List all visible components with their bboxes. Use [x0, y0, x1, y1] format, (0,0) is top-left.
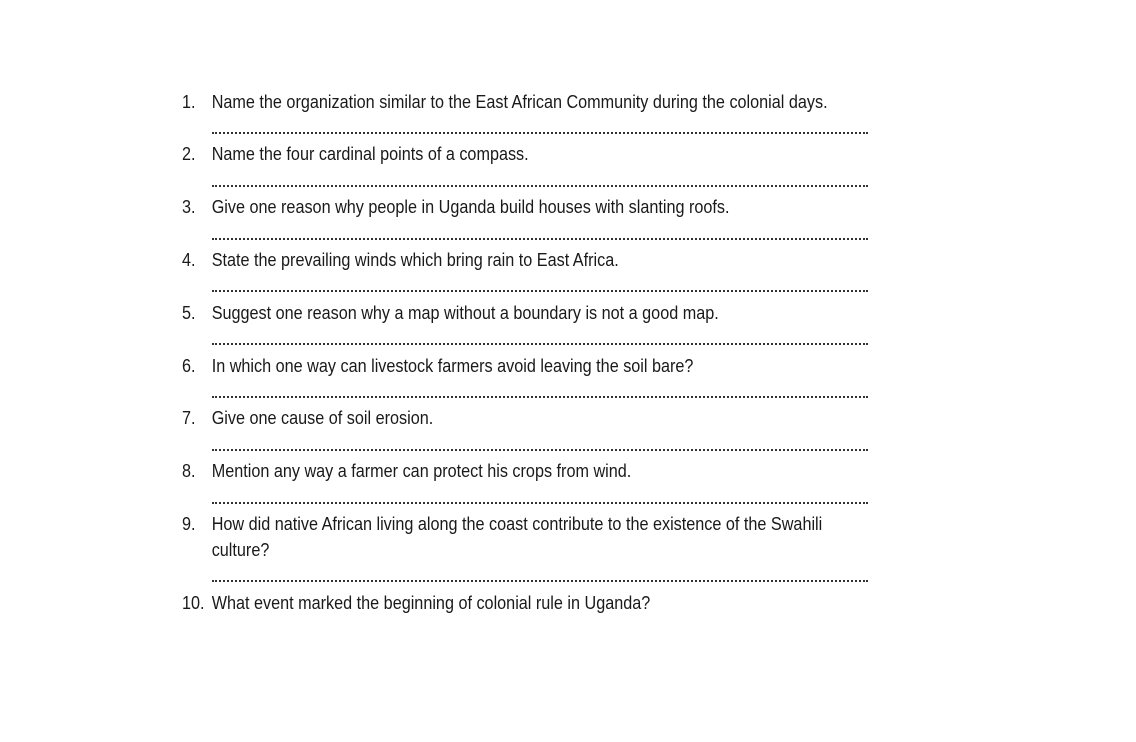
question-item: [182, 405, 872, 431]
answer-line[interactable]: [212, 132, 868, 134]
question-number: 10.: [182, 593, 205, 613]
question-item: [182, 141, 872, 167]
question-item: [182, 590, 872, 616]
answer-line[interactable]: [212, 580, 868, 582]
question-item: [182, 511, 872, 563]
question-number: 6.: [182, 356, 196, 376]
question-text: Name the four cardinal points of a compass.: [211, 144, 529, 164]
question-text: In which one way can livestock farmers avoid leaving the soil bare?: [211, 356, 694, 376]
answer-line[interactable]: [212, 502, 868, 504]
question-text: Give one cause of soil erosion.: [211, 408, 434, 428]
question-number: 3.: [182, 197, 196, 217]
question-number: 4.: [182, 250, 196, 270]
question-text: State the prevailing winds which bring rain to East Africa.: [211, 250, 619, 270]
answer-line[interactable]: [212, 238, 868, 240]
question-item: [182, 89, 872, 115]
question-number: 1.: [182, 92, 196, 112]
question-number: 8.: [182, 461, 196, 481]
question-number: 2.: [182, 144, 196, 164]
question-text: How did native African living along the coast contribute to the existence of the Swahili: [211, 514, 823, 534]
question-number: 7.: [182, 408, 196, 428]
question-number: 5.: [182, 303, 196, 323]
question-text: What event marked the beginning of colonial rule in Uganda?: [211, 593, 651, 613]
question-number: 9.: [182, 514, 196, 534]
question-text: Suggest one reason why a map without a boundary is not a good map.: [211, 303, 719, 323]
question-item: [182, 247, 872, 273]
question-text: Give one reason why people in Uganda build houses with slanting roofs.: [211, 197, 730, 217]
answer-line[interactable]: [212, 449, 868, 451]
question-item: [182, 458, 872, 484]
question-text: Mention any way a farmer can protect his crops from wind.: [211, 461, 632, 481]
question-text-continued: culture?: [211, 540, 270, 560]
question-text: Name the organization similar to the East African Community during the colonial days.: [211, 92, 828, 112]
answer-line[interactable]: [212, 185, 868, 187]
question-item: [182, 353, 872, 379]
answer-line[interactable]: [212, 343, 868, 345]
question-item: [182, 194, 872, 220]
answer-line[interactable]: [212, 396, 868, 398]
answer-line[interactable]: [212, 290, 868, 292]
question-item: [182, 300, 872, 326]
